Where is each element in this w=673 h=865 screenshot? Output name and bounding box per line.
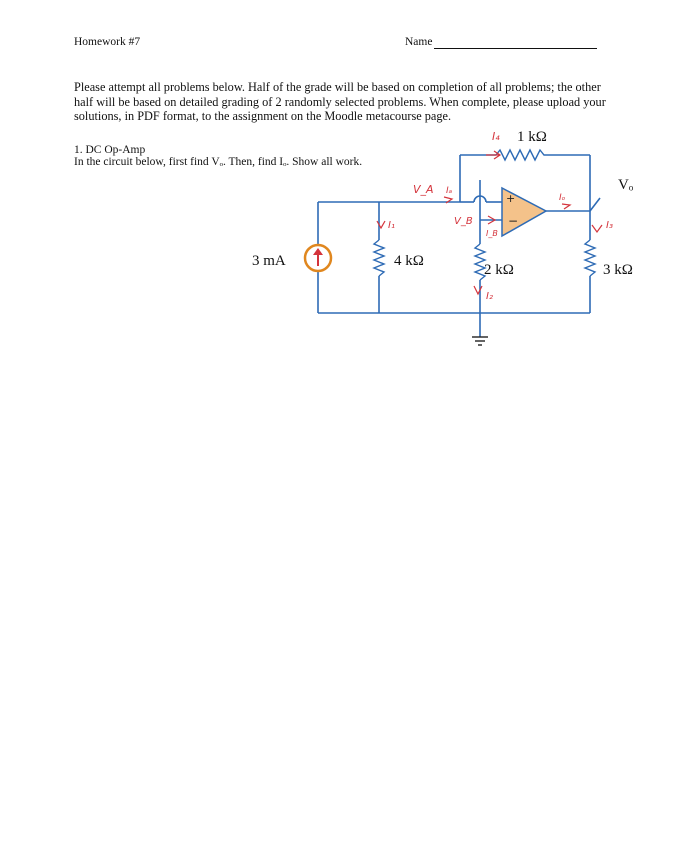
annotation-i3: I₃ [606,220,613,231]
annotation-i2: I₂ [486,291,493,302]
resistor-1k-label: 1 kΩ [517,129,547,145]
resistor-2k-label: 2 kΩ [484,262,514,278]
homework-title: Homework #7 [74,36,141,48]
annotation-vb: V_B [454,216,473,227]
resistor-4k-label: 4 kΩ [394,253,424,269]
resistor-3k [585,240,595,276]
arrow-io [562,204,570,209]
source-label: 3 mA [252,253,286,269]
resistor-4k [374,240,384,276]
instructions-paragraph: Please attempt all problems below. Half of the grade will be based on completion of all problems; the other half will be based on detailed grading of 2 randomly selected problems. When complete, please upload your solutions, in PDF format, to the assignment on the Moodle metacourse page. [74,80,606,124]
annotation-io: Iₒ [559,193,566,203]
annotation-ib: I_B [486,229,498,238]
annotation-va: V_A [413,183,434,196]
ground-icon [472,337,488,345]
problem-instruction: In the circuit below, first find Vₒ. Then, find Iₒ. Show all work. [74,156,363,168]
svg-text:+: + [506,192,516,205]
annotation-i1: I₁ [388,220,395,231]
current-source-icon [305,245,331,271]
annotation-ia: Iₐ [446,186,453,196]
circuit-wires [318,155,600,337]
annotation-i4: I₄ [492,130,500,143]
op-amp-icon [502,188,546,236]
resistor-1k [496,150,548,160]
svg-text:−: − [508,214,519,228]
name-label: Name [405,36,433,48]
vo-label: Vₒ [618,177,634,193]
problem-heading: 1. DC Op-Amp [74,144,146,156]
resistor-3k-label: 3 kΩ [603,262,633,278]
arrow-i3 [592,225,602,232]
